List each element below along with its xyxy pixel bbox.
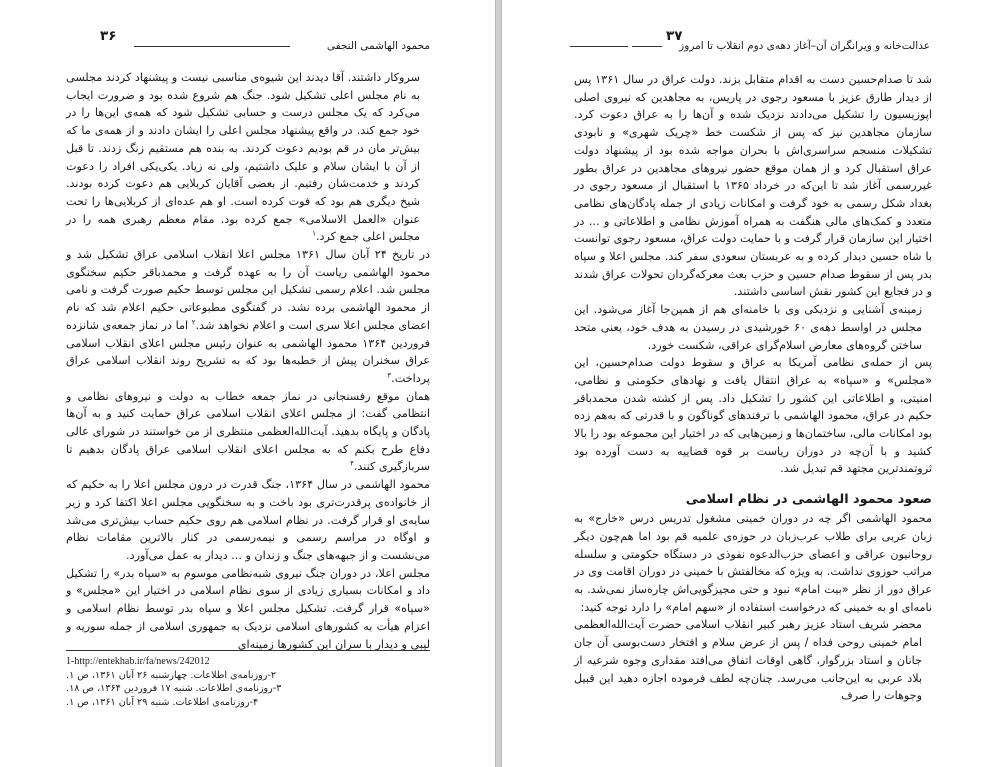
header-rule-short <box>262 46 290 47</box>
footnote-ref: ۲ <box>191 318 196 327</box>
section-heading: صعود محمود الهاشمی در نظام اسلامی <box>685 492 932 508</box>
left-page-header <box>66 28 430 56</box>
right-page <box>501 0 997 767</box>
quoted-letter: محضر شریف استاد عزیز رهبر کبیر انقلاب اسلامی حضرت آیت‌الله‌العظمی امام خمینی روحی فداه / پس از عرض سلام و افتخار دست‌بوسی آن جان جانان و استاد بزرگوار، گاهی اوقات اتفاق می‌افتد مقداری وجوه شرعیه از بلاد عربی به این‌جانب می‌رسد. چنان‌چه لطف فرموده اجازه دهید این قبیل وجوهات را صرف <box>574 618 922 703</box>
paragraph: زمینه‌ی آشنایی و نزدیکی وی با خامنه‌ای هم از همین‌جا آغاز می‌شود. این مجلس در اواسط دهه‌ی ۶۰ خورشیدی در رسیدن به هدف خود، یعنی متحد ساختن گروه‌های معارض اسلام‌گرای عراقی، شکست خورد. <box>574 303 922 352</box>
running-title: محمود الهاشمی النجفی <box>326 40 430 52</box>
header-rule-short <box>570 46 628 47</box>
paragraph: محمود الهاشمی اگر چه در دوران خمینی مشغول تدریس درس «خارج» به زبان عربی برای طلاب عرب‌زبان در حوزه‌ی علمیه قم بود اما هم‌چون دیگر روحانیون عراقی و اعضای حزب‌الدعوه نفوذی در دستگاه حکومتی و سلسله مراتب حوزوی نداشت. به ویژه که مخالفتش با خمینی در دوران اقامت وی در عراق دور از نظر «بیت امام» نبود و حتی مجیزگویی‌اش چاره‌ساز نمی‌شد. به نامه‌ای او به خمینی که درخواست استفاده از «سهم امام» را دارد توجه کنید: <box>574 512 932 614</box>
right-page-body <box>574 71 932 705</box>
page-number: ۳۶ <box>100 28 117 44</box>
footnote: ۲-روزنامه‌ی اطلاعات. چهارشنبه ۲۶ آبان ۱۳۶۱، ص ۱. <box>66 669 277 681</box>
left-page-body <box>66 69 430 653</box>
footnote-ref: ۱ <box>312 229 316 238</box>
footnote: ۴-روزنامه‌ی اطلاعات. شنبه ۲۹ آبان ۱۳۶۱، ص ۱. <box>66 696 259 708</box>
footnote-ref: ۳ <box>387 371 392 380</box>
footnotes <box>66 655 430 709</box>
paragraph: پس از حمله‌ی نظامی آمریکا به عراق و سقوط دولت صدام‌حسین، این «مجلس» و «سپاه» به عراق انتقال یافت و نهادهای حکومتی و نظامی، امنیتی، و اطلاعاتی این کشور را تشکیل داد. پس از کشته شدن محمدباقر حکیم در عراق، محمود الهاشمی با ترفندهای گوناگون و با قدرتی که به‌هم زده بود امکانات مالی، ساختمان‌ها و زمین‌هایی که در اختیار این مجموعه بود را بالا کشید و با آن‌چه در دوران ریاست بر قوه قضاییه به دست آورده بود ثروتمندترین مجتهد قم تبدیل شد. <box>574 356 932 476</box>
left-page <box>0 0 496 767</box>
paragraph: مجلس اعلا، در دوران جنگ نیروی شبه‌نظامی موسوم به «سپاه بدر» را تشکیل داد و امکانات بسیاری زیادی از سوی نظام اسلامی در اختیار این «مجلس» و «سپاه» قرار گرفت. تشکیل مجلس اعلا و سپاه بدر توسط نظام اسلامی و اعزام هیأت به کشورهای اسلامی نزدیک به جمهوری اسلامی از جمله سوریه و لیبی و دیدار با سران این کشورها زمینه‌ای <box>66 566 430 651</box>
paragraph: سروکار داشتند. آقا دیدند این شیوه‌ی مناسبی نیست و پیشنهاد کردند مجلسی به نام مجلس اعلی تشکیل شود. جنگ هم شروع شده بود و ضرورت ایجاب می‌کرد که یک مجلس درست و حسابی تشکیل شود که همه‌ی این‌ها را در خود جمع کند. در واقع پیشنهاد مجلس اعلی را ایشان دادند و از همه‌ی ما که بیش‌تر مان در قم بودیم دعوت کردند. به بنده هم مستقیم زنگ زدند. تا قبل از آن با ایشان سلام و علیک داشتیم، ولی نه زیاد. یکی‌یکی افراد را دعوت کردند و خدمت‌شان رفتیم. از بعضی آقایان کربلایی هم دعوت کرده بودند. شیخ دیگری هم بود که فوت کرده است. او هم عده‌ای از کربلایی‌ها را تحت عنوان «العمل الاسلامی» جمع کرده بود. مقام معظم رهبری همه را در مجلس اعلی جمع کرد.$^۱$ <box>66 71 420 244</box>
paragraph: محمود الهاشمی در سال ۱۳۶۴، جنگ قدرت در درون مجلس اعلا را به حکیم که از خانواده‌ی پرقدرت‌تری بود باخت و به سخنگویی مجلس اعلا اکتفا کرد و زیر سایه‌ی او قرار گرفت. در نظام اسلامی هم روی حکیم حساب بیش‌تری می‌شد و او‌گاه در مراسم رسمی و نیمه‌رسمی در کنار بالاترین مقامات نظام می‌نشست و از جبهه‌های جنگ و زندان و ... دیدار به عمل می‌آورد. <box>66 478 430 562</box>
page-number: ۳۷ <box>666 28 683 44</box>
paragraph: همان موقع رفسنجانی در نماز جمعه خطاب به دولت و نیروهای نظامی و انتظامی گفت: از مجلس اعلای انقلاب اسلامی عراق حمایت کنید و به آن‌ها پادگان و پایگاه بدهید. آیت‌الله‌العظمی منتظری از من خواستند در شورای عالی دفاع طرح بکنم که به مجلس اعلای انقلاب اسلامی عراق پادگان بدهیم تا سرباز‌گیری کنند.$^۴$ <box>66 389 430 474</box>
footnote: ۳-روزنامه‌ی اطلاعات. شنبه ۱۷ فروردین ۱۳۶۴، ص ۱۸. <box>66 683 282 694</box>
running-title: عدالت‌خانه و ویرانگران آن–آغاز دهه‌ی دوم انقلاب تا امروز <box>679 40 930 52</box>
footnote-rule <box>66 650 430 651</box>
paragraph: شد تا صدام‌حسین دست به اقدام متقابل بزند. دولت عراق در سال ۱۳۶۱ پس از دیدار طارق عزیز با مسعود رجوی در پاریس، به مجاهدین که نیروی اصلی اپوزیسیون را تشکیل می‌دادند نزدیک شده و آن‌ها را به عراق دعوت کرد. سازمان مجاهدین نیز که پس از شکست خط «چریک شهری» و نابودی تشکیلات منسجم سراسری‌اش با بحران مواجه شده بود از پیشنهاد دولت عراق استقبال کرد و از همان موقع حضور نیروهای مجاهدین در عراق بطور غیررسمی آغاز شد تا این‌که در خرداد ۱۳۶۵ با استقبال از مسعود رجوی در بغداد شکل رسمی به خود گرفت و امکانات زیادی از جمله پادگان‌های نظامی متعدد و کمک‌های مالی هنگفت به همراه آموزش نظامی و اطلاعاتی و ... در اختیار این سازمان قرار گرفت و با حمایت دولت عراق، مسعود رجوی توانست با شاه حسین دیدار کرده و به عربستان سعودی سفر کند. مجلس اعلا و سپاه بدر پس از سقوط صدام حسین و حزب بعث معرکه‌گردان تحولات عراق شدند و در فجایع این کشور نقش اساسی داشتند. <box>574 73 933 299</box>
paragraph: در تاریخ ۲۴ آبان سال ۱۳۶۱ مجلس اعلا انقلاب اسلامی عراق تشکیل شد و محمود الهاشمی ریاست آن را به عهده گرفت و محمدباقر حکیم سخنگوی مجلس شد. اعلام رسمی تشکیل این مجلس توسط حکیم صورت گرفت و نامی از محمود الهاشمی برده نشد. در گفتگوی مطبوعاتی حکیم اعلام شد که نام اعضای مجلس اعلا سری است و اعلام نخواهد شد.$^۲$ اما در نماز جمعه‌ی شانزده فروردین ۱۳۶۴ محمود الهاشمی به عنوان رئیس مجلس اعلای انقلاب اسلامی عراق سخنران پیش از خطبه‌ها بود که به تشریح روند انقلاب اسلامی عراق پرداخت.$^۳$ <box>66 248 430 385</box>
right-page-header <box>570 28 930 56</box>
footnote-url: 1-http://entekhab.ir/fa/news/242012 <box>66 656 210 667</box>
footnote-ref: ۴ <box>350 459 354 468</box>
header-rule <box>632 46 662 47</box>
